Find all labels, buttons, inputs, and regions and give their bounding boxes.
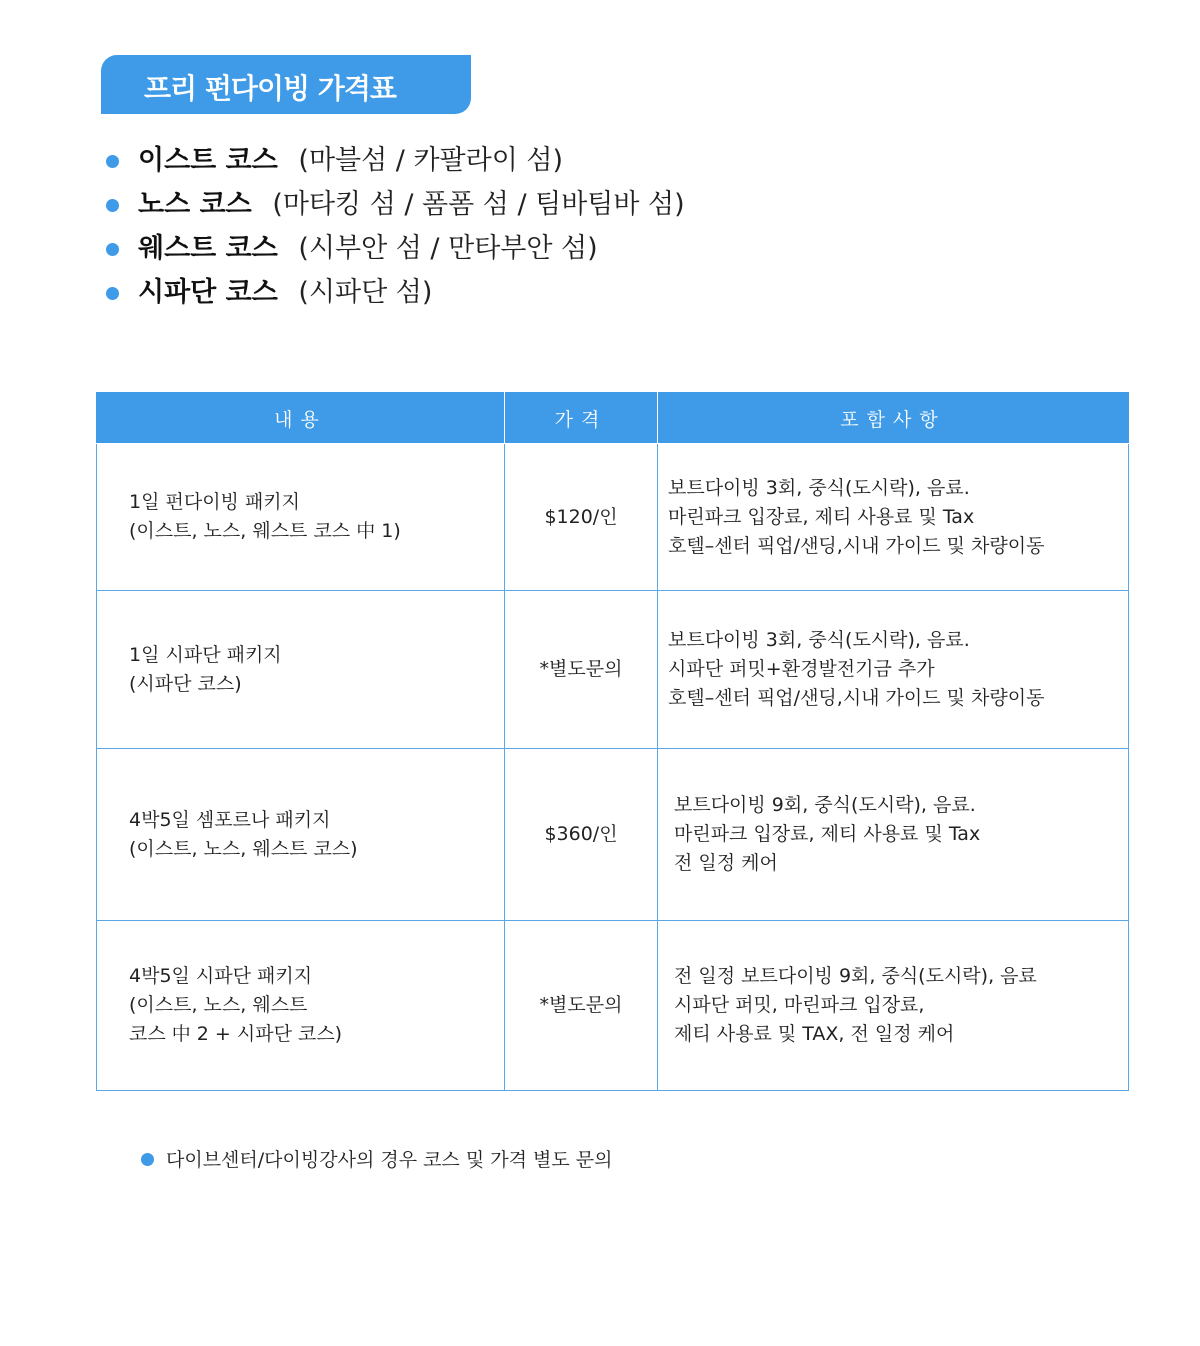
course-islands: (마블섬 / 카팔라이 섬) <box>298 145 563 176</box>
row-price: $360/인 <box>505 749 658 921</box>
course-islands: (마타킹 섬 / 폼폼 섬 / 팀바팀바 섬) <box>272 189 685 220</box>
row-content <box>97 444 505 591</box>
footnote <box>141 1147 612 1173</box>
row-included <box>658 921 1129 1091</box>
included-line: 마린파크 입장료, 제티 사용료 및 Tax <box>668 505 975 528</box>
course-item-sipadan <box>106 271 685 315</box>
included-line: 시파단 퍼밋, 마린파크 입장료, <box>674 994 925 1016</box>
table-row <box>97 921 1129 1091</box>
bullet-dot-icon <box>106 155 119 168</box>
table-row <box>97 749 1129 921</box>
row-content <box>97 591 505 749</box>
price-table <box>96 392 1129 1091</box>
course-name: 노스 코스 <box>138 189 252 220</box>
bullet-dot-icon <box>106 287 119 300</box>
included-line: 호텔–센터 픽업/샌딩,시내 가이드 및 차량이동 <box>668 534 1045 557</box>
row-included <box>658 444 1129 591</box>
content-line: 4박5일 셈포르나 패키지 <box>129 808 331 831</box>
course-name: 시파단 코스 <box>138 277 278 308</box>
included-line: 전 일정 보트다이빙 9회, 중식(도시락), 음료 <box>674 965 1037 987</box>
bullet-dot-icon <box>106 243 119 256</box>
content-line: (시파단 코스) <box>129 672 242 695</box>
header-content: 내용 <box>97 393 505 444</box>
included-line: 보트다이빙 3회, 중식(도시락), 음료. <box>668 629 970 651</box>
title-badge <box>101 55 471 114</box>
course-item-west <box>106 227 685 271</box>
row-content <box>97 921 505 1091</box>
included-line: 마린파크 입장료, 제티 사용료 및 Tax <box>674 823 981 845</box>
row-content <box>97 749 505 921</box>
row-included <box>658 749 1129 921</box>
content-line: 1일 펀다이빙 패키지 <box>129 491 300 513</box>
included-line: 호텔–센터 픽업/샌딩,시내 가이드 및 차량이동 <box>668 687 1045 709</box>
course-item-east <box>106 139 685 183</box>
header-included: 포함사항 <box>658 393 1129 444</box>
header-price: 가격 <box>505 393 658 444</box>
content-line: 4박5일 시파단 패키지 <box>129 965 313 987</box>
content-line: (이스트, 노스, 웨스트 코스) <box>129 837 358 860</box>
included-line: 전 일정 케어 <box>674 852 778 874</box>
row-price: *별도문의 <box>505 921 658 1091</box>
included-line: 보트다이빙 9회, 중식(도시락), 음료. <box>674 794 976 816</box>
course-item-north <box>106 183 685 227</box>
bullet-dot-icon <box>141 1153 154 1166</box>
course-islands: (시부안 섬 / 만타부안 섬) <box>298 233 598 264</box>
course-islands: (시파단 섬) <box>298 277 433 308</box>
footnote-text: 다이브센터/다이빙강사의 경우 코스 및 가격 별도 문의 <box>166 1149 613 1171</box>
table-row <box>97 444 1129 591</box>
content-line: 코스 中 2 + 시파단 코스) <box>129 1023 343 1045</box>
table-header-row <box>97 393 1129 444</box>
table-row <box>97 591 1129 749</box>
content-line: (이스트, 노스, 웨스트 코스 中 1) <box>129 520 401 542</box>
content-line: 1일 시파단 패키지 <box>129 643 282 666</box>
included-line: 보트다이빙 3회, 중식(도시락), 음료. <box>668 476 970 499</box>
course-name: 웨스트 코스 <box>138 233 278 264</box>
course-list <box>106 139 685 315</box>
content-line: (이스트, 노스, 웨스트 <box>129 994 308 1016</box>
row-price: $120/인 <box>505 444 658 591</box>
row-price: *별도문의 <box>505 591 658 749</box>
bullet-dot-icon <box>106 199 119 212</box>
row-included <box>658 591 1129 749</box>
included-line: 시파단 퍼밋+환경발전기금 추가 <box>668 658 935 680</box>
included-line: 제티 사용료 및 TAX, 전 일정 케어 <box>674 1023 955 1045</box>
course-name: 이스트 코스 <box>138 145 278 176</box>
page-title: 프리 펀다이빙 가격표 <box>144 72 396 105</box>
